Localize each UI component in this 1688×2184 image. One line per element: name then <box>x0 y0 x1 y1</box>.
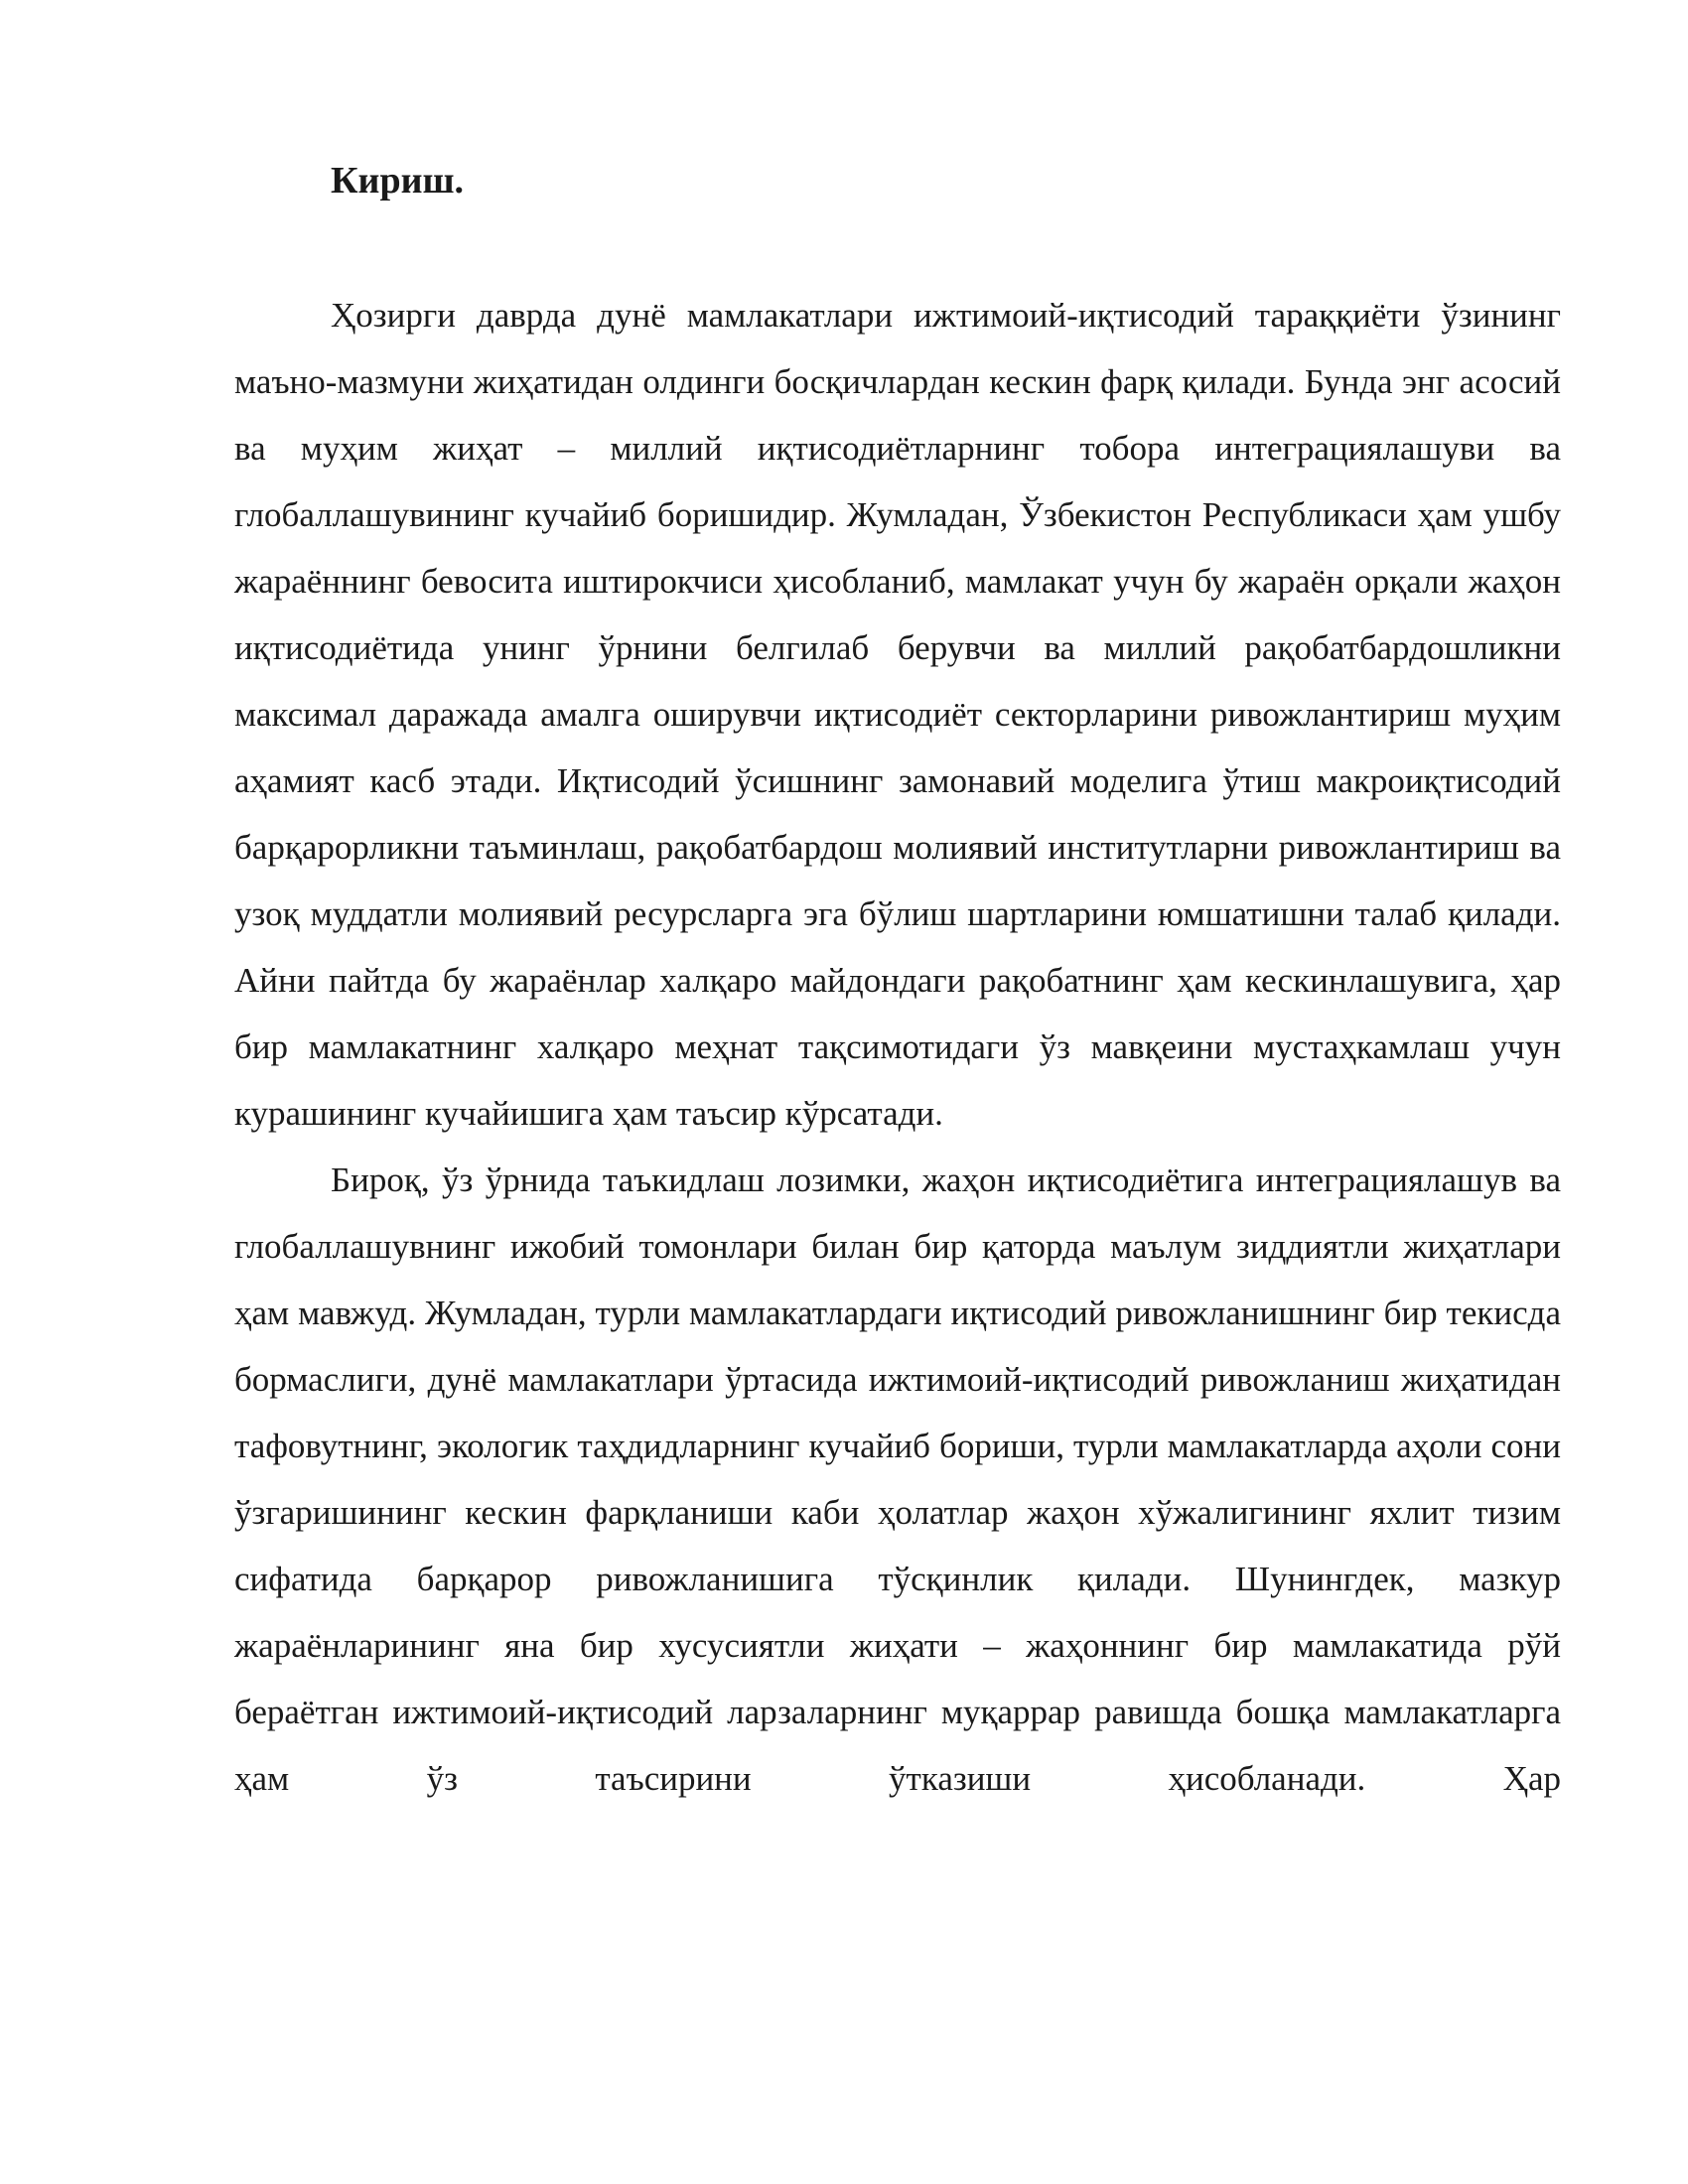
paragraph-2: Бироқ, ўз ўрнида таъкидлаш лозимки, жаҳон иқтисодиётига интеграциялашув ва глобаллашувнинг ижобий томонлари билан бир қаторда маълум зиддиятли жиҳатлари ҳам мавжуд. Жумладан, турли мамлакатлардаги иқтисодий ривожланишнинг бир текисда бормаслиги, дунё мамлакатлари ўртасида ижтимоий-иқтисодий ривожланиш жиҳатидан тафовутнинг, экологик таҳдидларнинг кучайиб бориши, турли мамлакатларда аҳоли сони ўзгаришининг кескин фарқланиши каби ҳолатлар жаҳон хўжалигининг яхлит тизим сифатида барқарор ривожланишига тўсқинлик қилади. Шунингдек, мазкур жараёнларининг яна бир хусусиятли жиҳати – жаҳоннинг бир мамлакатида рўй бераётган ижтимоий-иқтисодий ларзаларнинг муқаррар равишда бошқа мамлакатларга ҳам ўз таъсирини ўтказиши ҳисобланади. Ҳар <box>234 1160 1561 1798</box>
paragraph-1: Ҳозирги даврда дунё мамлакатлари ижтимоий-иқтисодий тараққиёти ўзининг маъно-мазмуни жиҳатидан олдинги босқичлардан кескин фарқ қилади. Бунда энг асосий ва муҳим жиҳат – миллий иқтисодиётларнинг тобора интеграциялашуви ва глобаллашувининг кучайиб боришидир. Жумладан, Ўзбекистон Республикаси ҳам ушбу жараённинг бевосита иштирокчиси ҳисобланиб, мамлакат учун бу жараён орқали жаҳон иқтисодиётида унинг ўрнини белгилаб берувчи ва миллий рақобатбардошликни максимал даражада амалга оширувчи иқтисодиёт секторларини ривожлантириш муҳим аҳамият касб этади. Иқтисодий ўсишнинг замонавий моделига ўтиш макроиқтисодий барқарорликни таъминлаш, рақобатбардош молиявий институтларни ривожлантириш ва узоқ муддатли молиявий ресурсларга эга бўлиш шартларини юмшатишни талаб қилади. Айни пайтда бу жараёнлар халқаро майдондаги рақобатнинг ҳам кескинлашувига, ҳар бир мамлакатнинг халқаро меҳнат тақсимотидаги ўз мавқеини мустаҳкамлаш учун курашининг кучайишига ҳам таъсир кўрсатади. <box>234 296 1561 1133</box>
page-heading: Кириш. <box>331 160 465 202</box>
body-text <box>234 282 1561 1812</box>
